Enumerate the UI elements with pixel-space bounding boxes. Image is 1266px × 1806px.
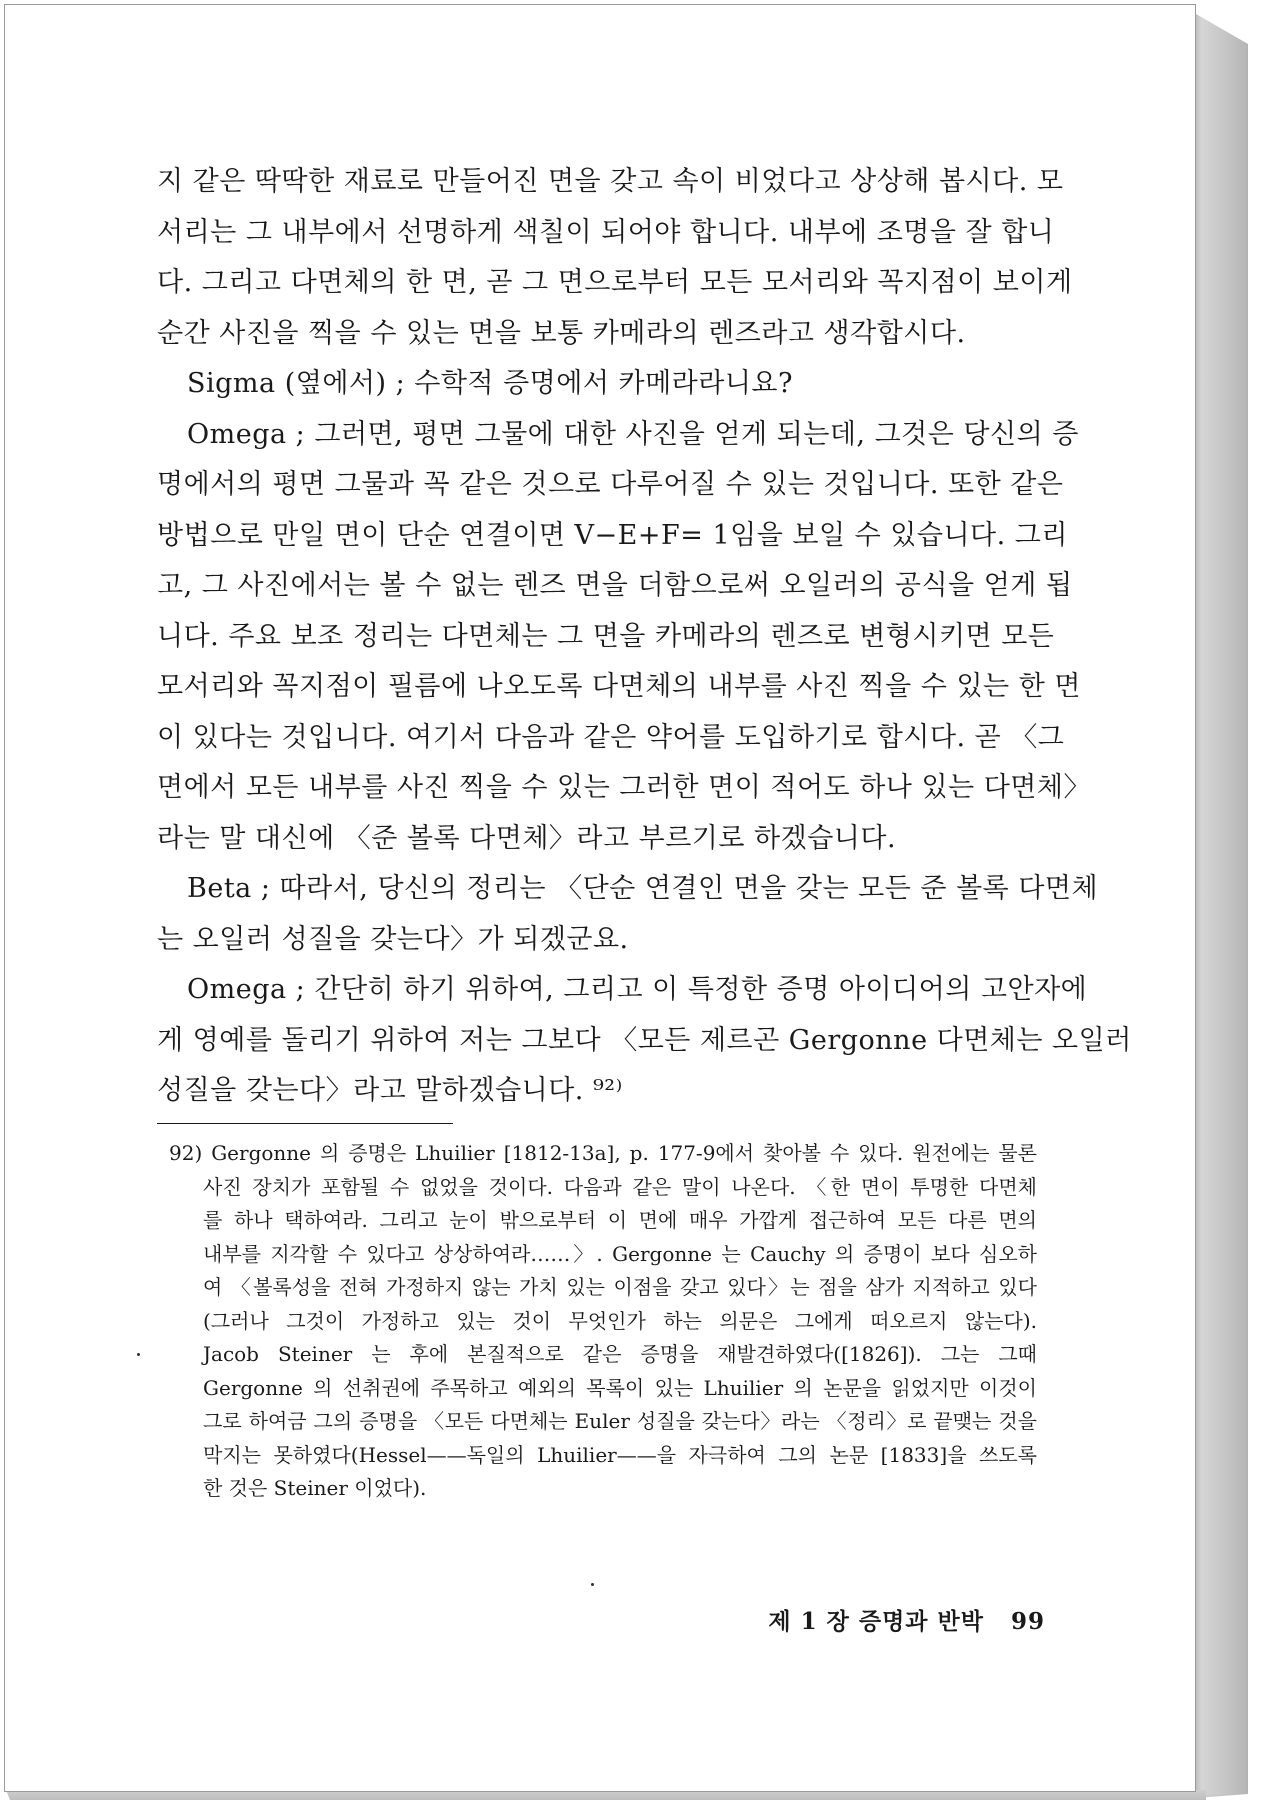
text-line: 모서리와 꼭지점이 필름에 나오도록 다면체의 내부를 사진 찍을 수 있는 한 면 — [157, 671, 1081, 702]
text-line: 지 같은 딱딱한 재료로 만들어진 면을 갖고 속이 비었다고 상상해 봅시다. 모 — [157, 166, 1064, 197]
main-text — [157, 157, 1132, 1117]
footnote-divider — [157, 1123, 453, 1124]
text-line: 니다. 주요 보조 정리는 다면체는 그 면을 카메라의 렌즈로 변형시키면 모든 — [157, 620, 1055, 652]
dialogue-omega: Omega ; 간단히 하기 위하여, 그리고 이 특정한 증명 아이디어의 고안자에 — [187, 974, 1088, 1005]
scan-speck — [137, 1353, 140, 1356]
text-line: 순간 사진을 찍을 수 있는 면을 보통 카메라의 렌즈라고 생각합시다. — [157, 317, 966, 349]
scan-speck — [591, 1583, 594, 1586]
footnote-line: (그러나 그것이 가정하고 있는 것이 무엇인가 하는 의문은 그에게 떠오르지 않는다). — [203, 1308, 1037, 1333]
footnote-line: Gergonne 의 선취권에 주목하고 예외의 목록이 있는 Lhuilier 의 논문을 읽었지만 이것이 — [203, 1375, 1037, 1400]
text-line: 다. 그리고 다면체의 한 면, 곧 그 면으로부터 모든 모서리와 꼭지점이 보이게 — [157, 267, 1073, 298]
dialogue-omega: Omega ; 그러면, 평면 그물에 대한 사진을 얻게 되는데, 그것은 당신의 증 — [187, 418, 1079, 450]
footnote-line: 막지는 못하였다(Hessel——독일의 Lhuilier——을 자극하여 그의 논문 [1833]을 쓰도록 — [203, 1442, 1037, 1467]
text-line: 이 있다는 것입니다. 여기서 다음과 같은 약어를 도입하기로 합시다. 곧 〈그 — [157, 721, 1065, 753]
dialogue-beta: Beta ; 따라서, 당신의 정리는 〈단순 연결인 면을 갖는 모든 준 볼록 다면체 — [187, 873, 1099, 904]
footnote-line: Jacob Steiner 는 후에 본질적으로 같은 증명을 재발견하였다([1826]). 그는 그때 — [203, 1342, 1037, 1366]
text-line: 고, 그 사진에서는 볼 수 없는 렌즈 면을 더함으로써 오일러의 공식을 얻게 됩 — [157, 570, 1073, 601]
text-line: 명에서의 평면 그물과 꼭 같은 것으로 다루어질 수 있는 것입니다. 또한 같은 — [157, 469, 1064, 500]
footnote-line: 사진 장치가 포함될 수 없었을 것이다. 다음과 같은 말이 나온다. 〈한 면이 투명한 다면체 — [203, 1174, 1037, 1199]
text-line: 게 영예를 돌리기 위하여 저는 그보다 〈모든 제르곤 Gergonne 다면체는 오일러 — [157, 1024, 1132, 1056]
text-line: 방법으로 만일 면이 단순 연결이면 V−E+F= 1임을 보일 수 있습니다. 그리 — [157, 519, 1068, 551]
text-line: 라는 말 대신에 〈준 볼록 다면체〉라고 부르기로 하겠습니다. — [157, 822, 897, 854]
running-footer — [745, 1603, 1045, 1636]
footnote-line: 한 것은 Steiner 이었다). — [203, 1476, 427, 1500]
footnote-line: 를 하나 택하여라. 그리고 눈이 밖으로부터 이 면에 매우 가깝게 접근하여 모든 다른 면의 — [203, 1208, 1037, 1232]
footnote-line: 그로 하여금 그의 증명을 〈모든 다면체는 Euler 성질을 갖는다〉라는 〈정리〉로 끝맺는 것을 — [203, 1409, 1037, 1433]
dialogue-sigma: Sigma (옆에서) ; 수학적 증명에서 카메라라니요? — [187, 368, 793, 399]
book-page — [4, 4, 1196, 1792]
page-number: 99 — [1010, 1608, 1045, 1635]
text-line: 는 오일러 성질을 갖는다〉가 되겠군요. — [157, 923, 629, 955]
footnote-line: 여 〈볼록성을 전혀 가정하지 않는 가치 있는 이점을 갖고 있다〉는 점을 삼가 지적하고 있다 — [203, 1275, 1037, 1299]
text-line: 성질을 갖는다〉라고 말하겠습니다. ⁹²⁾ — [157, 1075, 623, 1106]
text-line: 면에서 모든 내부를 사진 찍을 수 있는 그러한 면이 적어도 하나 있는 다면체〉 — [157, 772, 1091, 803]
footnote-92 — [169, 1137, 1037, 1506]
footnote-line: 92) Gergonne 의 증명은 Lhuilier [1812-13a], p. 177-9에서 찾아볼 수 있다. 원전에는 물론 — [169, 1141, 1037, 1165]
book-page-edge — [1196, 14, 1248, 1798]
chapter-title: 제 1 장 증명과 반박 — [768, 1608, 984, 1635]
footnote-line: 내부를 지각할 수 있다고 상상하여라……〉. Gergonne 는 Cauchy 의 증명이 보다 심오하 — [203, 1241, 1037, 1266]
text-line: 서리는 그 내부에서 선명하게 색칠이 되어야 합니다. 내부에 조명을 잘 합니 — [157, 216, 1055, 248]
